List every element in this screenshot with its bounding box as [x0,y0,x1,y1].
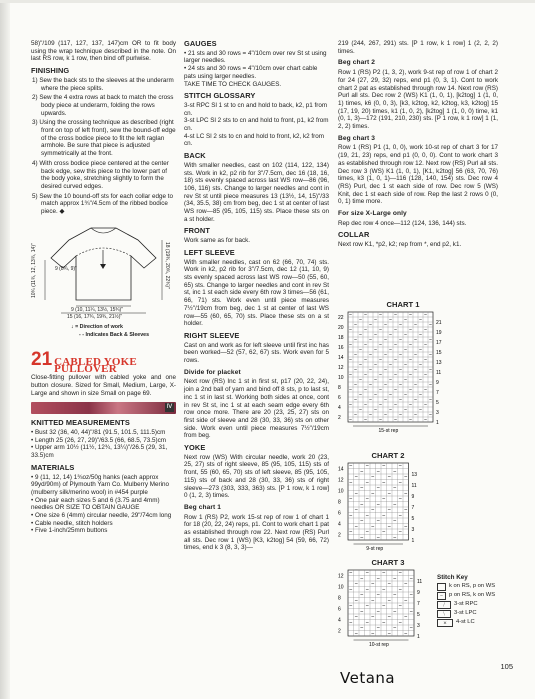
row-number: 7 [436,390,439,396]
key-lpc: ⧹ 3-st LPC [437,609,495,618]
row-number: 2 [338,628,341,635]
finishing-step: 2) Sew the 4 extra rows at back to match the cross body piece at underarm, folding the rows upwards. [32,94,174,117]
row-number: 10 [338,488,344,495]
row-number: 11 [411,483,417,489]
back-text: With smaller needles, cast on 102 (114, 122, 134) sts. Work in k2, p2 rib for 3"/7.5cm, dec 16 (18, 16, 18) sts evenly spaced across last WS row—86 (96, 106, 116) sts. Change to larger needles and cont in rev St st until piece measures 13 (13½, 14, 15)"/33 (34, 35.5, 38) cm from beg, dec 1 st at center of last WS row—85 (95, 105, 115) sts. Place these sts on a st holder. [184,161,329,223]
small-measure-label: 9 (8¾, 9)" [55,265,77,272]
materials-item: • 9 (11, 12, 14) 1¾oz/50g hanks (each approx 99yd/90m) of Plymouth Yarn Co. Mulberry Merino (mulberry silk/merino wool) in #454 purple [31,473,170,496]
row-number: 2 [338,532,341,539]
row-number: 21 [436,320,442,326]
repeat-label: 9-st rep [366,546,384,552]
knit-symbol-icon [437,583,446,591]
repeat-label: 10-st rep [369,642,389,648]
front-text: Work same as for back. [184,237,251,245]
row-number: 12 [338,477,344,484]
row-number: 17 [436,340,442,346]
row-number: 6 [338,606,341,613]
column-1 [31,40,176,535]
beg-chart2-heading: Beg chart 2 [338,59,376,67]
rpc-symbol-icon: ⧸ [437,601,451,609]
row-number: 3 [417,623,420,629]
row-number: 22 [338,315,344,321]
pattern-name: CABLED YOKE PULLOVER [54,355,137,376]
row-number: 8 [338,595,341,602]
glossary-item: 3-st LPC Sl 2 sts to cn and hold to front, p1, k2 from cn. [184,117,329,133]
lpc-symbol-icon: ⧹ [437,610,451,618]
pattern-intro: Close-fitting pullover with cabled yoke and one button closure. Sized for Small, Medium, Large, X-Large and shown in size Small on page 69. [31,374,176,397]
materials-item: • One size 6 (4mm) circular needle, 29"/74cm long [31,512,172,520]
row-number: 5 [417,612,420,618]
row-number: 1 [436,420,439,426]
xlarge-text: Rep dec row 4 once—112 (124, 136, 144) sts. [338,219,467,227]
chart2-grid [338,461,448,556]
row-number: 1 [411,538,415,544]
row-number: 12 [338,365,344,371]
chart3-title: CHART 3 [371,558,405,567]
page-edge-shadow [0,0,10,699]
collar-heading: COLLAR [338,230,370,240]
row-number: 11 [417,579,423,585]
gauge-item: TAKE TIME TO CHECK GAUGES. [184,80,282,88]
row-number: 2 [338,415,341,421]
left-measure-label: 10¾ (11¾, 12, 13¾, 14)" [31,242,37,298]
measurements-heading: KNITTED MEASUREMENTS [31,418,130,428]
beg-chart3-text: Row 1 (RS) P1 (1, 0, 0), work 10-st rep of chart 3 for 17 (19, 21, 23) reps, end p1 (0, 0, 0). Cont to work chart 3 as established through row 12. Next row (RS) Purl all sts. Dec row 3 (WS) K1 (1, 0, 1), [K1, k2tog] 56 (63, 70, 76) times, k3 (1, 0, 1)—116 (128, 140, 154) sts. Dec row 4 (RS) Purl, dec 1 st each side of row. Dec row 5 (WS) Knit, dec 1 st each side of row. Rep the last 2 rows 0 (0, 0, 1) time more. [338,144,498,206]
finishing-step: 5) Sew the 10 bound-off sts for each collar edge to match approx 1¾"/4.5cm of the ribbed bodice piece. ◆ [32,192,173,216]
gauges-heading: GAUGES [184,39,217,48]
stitch-key [437,573,495,627]
gauge-item: • 21 sts and 30 rows = 4"/10cm over rev St st using larger needles. [184,49,327,65]
row-number: 14 [338,355,344,361]
row-number: 5 [411,516,415,522]
row-number: 13 [411,472,418,478]
row-number: 4 [338,405,341,411]
beg-chart2-text: Row 1 (RS) P2 (1, 3, 2), work 9-st rep of row 1 of chart 2 for 24 (27, 29, 32) reps, end p1 (0, 3, 1). Cont to work chart 2 pat as established through row 14. Next row (RS) Purl all sts. Dec row 2 (WS) K1 (1, 0, 1), [k2tog] 1 (1, 0, 1) times, k6 (0, 0, 3), [k3, k2tog, k2, k2tog, k3, k2tog] 15 (17, 19, 20) times, k1 (1, 0, 2), [k2tog] 1 (1, 0, 0) time, k1 (0, 1, 3)—172 (191, 210, 230) sts. [P 1 row, k 1 row] 1 (1, 2, 2) times. [338,69,498,131]
signature: Vetana [340,669,396,687]
pattern-number: 21 [31,348,53,370]
row-number: 15 [436,350,442,356]
key-knit: k on RS, p on WS [437,582,495,591]
finishing-step: 4) With cross bodice piece centered at the center back edge, sew this piece to the lower part of the body yoke, stretching slightly to form the desired curved edges. [32,159,169,190]
yoke-heading: YOKE [184,443,206,453]
row-number: 7 [411,505,415,511]
legend-back-sleeves: - - Indicates Back & Sleeves [79,331,150,338]
chart2-title: CHART 2 [371,451,405,460]
purl-symbol-icon: – [437,592,446,600]
row-number: 9 [417,590,420,596]
beg-chart1-heading: Beg chart 1 [184,503,222,511]
chart1-title: CHART 1 [386,300,420,309]
row-number: 6 [338,510,341,517]
finishing-step: 3) Using the crossing technique as described (right front on top of left front), sew the bound-off edge of the cross bodice piece to fit the left raglan armhole. Be sure that piece is adjusted symmetrically at the front. [32,119,176,158]
materials-heading: MATERIALS [31,462,75,472]
stitch-key-heading: Stitch Key [437,574,468,581]
repeat-label: 15-st rep [378,428,399,434]
bottom-measure-2: 15 (16, 17¾, 19¾, 21½)" [67,313,123,320]
left-sleeve-heading: LEFT SLEEVE [184,247,235,257]
materials-item: • One pair each sizes 5 and 6 (3.75 and 4mm) needles OR SIZE TO OBTAIN GAUGE [31,496,160,512]
row-number: 18 [338,335,344,341]
pattern-title [31,348,176,376]
chart1-grid [338,310,478,445]
legend-direction: ↓ = Direction of work [71,323,123,330]
yarn-swatch [31,402,176,414]
materials-item: • Cable needle, stitch holders [31,519,113,527]
col3-continued: 219 (244, 267, 291) sts. [P 1 row, k 1 row] 1 (2, 2, 2) times. [338,40,498,55]
row-number: 13 [436,360,442,366]
skill-level-tag: Ⅳ [166,404,173,411]
gauge-item: • 24 sts and 30 rows = 4"/10cm over chart cable pats using larger needles. [184,65,318,80]
placket-heading: Divide for placket [184,368,241,376]
measurement-item: • Length 25 (26, 27, 29)"/63.5 (66, 68.5, 73.5)cm [31,436,167,444]
right-measure-label: 18 (19¾, 20¾, 22¾)" [164,241,170,289]
row-number: 7 [417,601,420,607]
finishing-steps [31,77,176,216]
row-number: 8 [338,385,341,391]
row-number: 11 [436,370,442,376]
top-border [0,0,535,3]
right-sleeve-text: Cast on and work as for left sleeve until first inc has been worked—52 (57, 62, 67) sts. Work even for 5 rows. [184,341,329,365]
row-number: 3 [436,410,439,416]
right-sleeve-heading: RIGHT SLEEVE [184,330,240,340]
front-heading: FRONT [184,226,210,236]
row-number: 8 [338,499,341,506]
back-heading: BACK [184,151,206,161]
collar-text: Next row K1, *p2, k2; rep from *, end p2, k1. [338,241,462,249]
row-number: 6 [338,395,341,401]
row-number: 20 [338,325,344,331]
column-2 [184,40,329,555]
lc-symbol-icon: ⨯ [437,619,453,627]
glossary-item: 3-st RPC Sl 1 st to cn and hold to back, k2, p1 from cn. [184,101,328,117]
beg-chart1-text: Row 1 (RS) P2, work 15-st rep of row 1 of chart 1 for 18 (20, 22, 24) reps, p1. Cont to work chart 1 pat as established through row 22. Next row (RS) Purl all sts. Dec row 1 (WS) [K3, k2tog] 54 (59, 66, 72) times, end k 3 (8, 3, 3)— [184,513,329,552]
finishing-step: 1) Sew the back sts to the sleeves at the underarm where the piece splits. [32,76,174,92]
bottom-measure-1: 9 (10, 11¼, 13½, 15¾)" [71,306,123,313]
row-number: 4 [338,617,341,624]
row-number: 5 [436,400,439,406]
column-3 [338,40,498,252]
row-number: 1 [417,634,420,640]
key-lc: ⨯ 4-st LC [437,618,495,627]
row-number: 10 [338,375,344,381]
key-rpc: ⧸ 3-st RPC [437,600,495,609]
row-number: 4 [338,521,341,528]
row-number: 12 [338,573,344,580]
glossary-heading: STITCH GLOSSARY [184,91,256,101]
materials-item: • Five 1-inch/25mm buttons [31,527,108,535]
xlarge-heading: For size X-Large only [338,210,407,218]
left-sleeve-text: With smaller needles, cast on 62 (66, 70, 74) sts. Work in k2, p2 rib for 3"/7.5cm, dec 12 (11, 10, 9) sts evenly spaced across last WS row—50 (55, 60, 65) sts. Change to larger needles and cont in rev St st, inc 1 st each side every 6th row 3 times—56 (61, 66, 71) sts. Work even until piece measures 7½"/19cm from beg, dec 1 st at center of last WS row—55 (60, 65, 70) sts. Place these sts on a st holder. [184,258,329,328]
glossary-item: 4-st LC Sl 2 sts to cn and hold to front, k2, k2 from cn. [184,132,324,148]
row-number: 9 [411,494,415,500]
yoke-text: Next row (WS) With circular needle, work 20 (23, 25, 27) sts of right sleeve, 85 (95, 105, 115) sts of front, 55 (60, 65, 70) sts of left sleeve, 85 (95, 105, 115) sts of back and 28 (30, 33, 36) sts of right sleeve—273 (303, 333, 363) sts. [P 1 row, k 1 row] 0 (1, 2, 3) times. [184,453,329,500]
row-number: 14 [338,466,344,473]
placket-text: Next row (RS) Inc 1 st in first st, p17 (20, 22, 24), join a 2nd ball of yarn and bind off 8 sts, p to last st, inc 1 st in last st. Working both sides at once, cont in rev St st, inc 1 st at each seam edge every 6th row once more. There are 20 (23, 25, 27) sts on first side of sleeve and 28 (30, 33, 36) sts on other side. Work even until piece measures 7½"/19cm from beg. [184,378,329,440]
key-purl: – p on RS, k on WS [437,591,495,600]
row-number: 3 [411,527,415,533]
row-number: 19 [436,330,442,336]
intro-text: 58)"/109 (117, 127, 137, 147)cm OR to fit body using the wrap technique described in the note. On last RS row, k 1 row, then bind off purlwise. [31,40,176,63]
beg-chart3-heading: Beg chart 3 [338,134,376,142]
schematic-diagram [31,220,176,350]
measurement-item: • Bust 32 (36, 40, 44)"/81 (91.5, 101.5, 111.5)cm [31,428,166,436]
chart3-grid [338,568,448,653]
finishing-heading: FINISHING [31,66,70,76]
sweater-schematic [31,220,176,320]
measurement-item: • Upper arm 10½ (11½, 12¾, 13¼)"/26.5 (29, 31, 33.5)cm [31,444,168,460]
row-number: 9 [436,380,439,386]
page-number: 105 [500,662,513,671]
row-number: 16 [338,345,344,351]
row-number: 10 [338,584,344,591]
